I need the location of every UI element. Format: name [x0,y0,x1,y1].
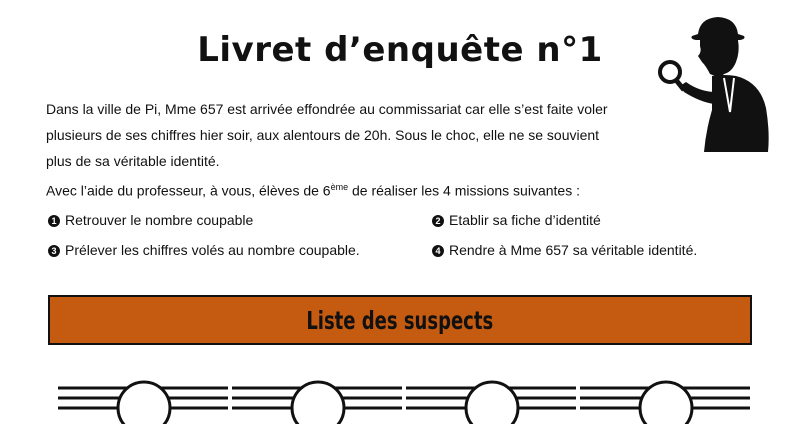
page-title: Livret d’enquête n°1 [197,30,603,70]
mission-item: 1 Retrouver le nombre coupable [48,210,253,230]
detective-silhouette-icon [640,12,780,162]
banner-title: Liste des suspects [306,305,494,335]
intro-line: plusieurs de ses chiffres hier soir, aux alentours de 20h. Sous le choc, elle ne se souvient [46,127,600,143]
mission-number-icon: 2 [432,215,444,227]
suspect-card [232,374,402,424]
mission-number-icon: 4 [432,245,444,257]
intro-line: Avec l’aide du professeur, à vous, élèves de 6ème de réaliser les 4 missions suivantes : [46,182,580,199]
intro-line: plus de sa véritable identité. [46,153,220,169]
intro-paragraph [46,96,656,204]
suspect-card [580,374,750,424]
mission-item: 3 Prélever les chiffres volés au nombre coupable. [48,240,360,260]
suspect-card [58,374,228,424]
intro-line: Dans la ville de Pi, Mme 657 est arrivée effondrée au commissariat car elle s’est faite voler [46,101,608,117]
mission-item: 2 Etablir sa fiche d’identité [432,210,601,230]
mission-item: 4 Rendre à Mme 657 sa véritable identité. [432,240,697,260]
suspect-card [406,374,576,424]
mission-number-icon: 1 [48,215,60,227]
suspects-banner [48,295,752,345]
mission-number-icon: 3 [48,245,60,257]
